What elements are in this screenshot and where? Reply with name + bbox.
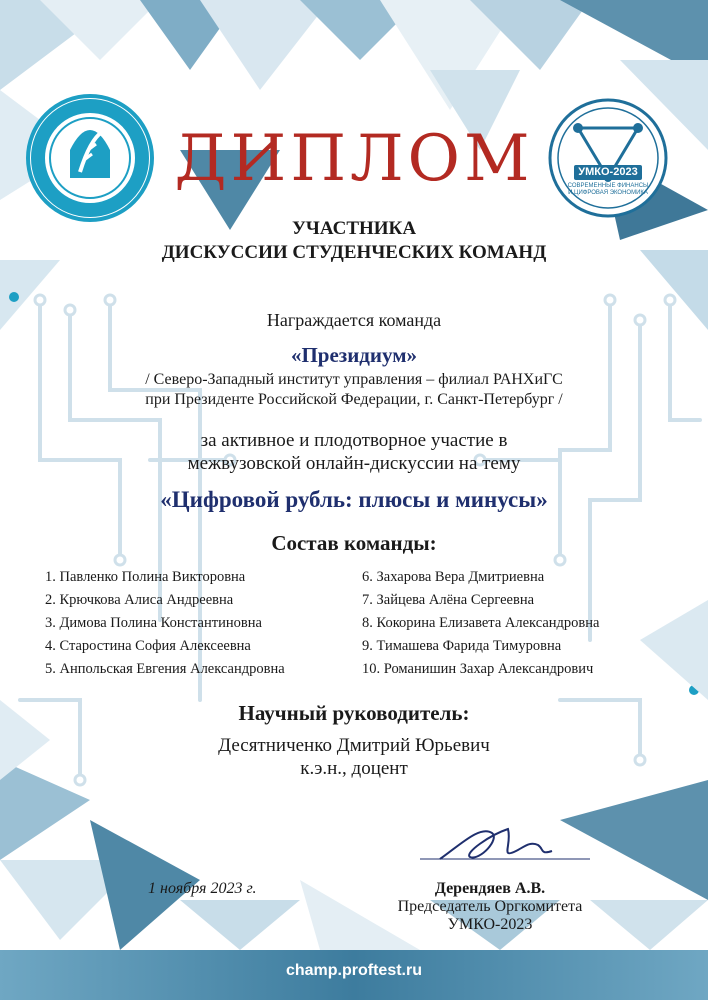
institution-line-2: при Президенте Российской Федерации, г. Санкт-Петербург / (145, 391, 563, 408)
reason-line-2: межвузовской онлайн-дискуссии на тему (187, 453, 521, 474)
institution-line-1: / Северо-Западный институт управления – филиал РАНХиГС (145, 371, 563, 388)
members-right-column (362, 566, 599, 681)
member-item: 9. Тимашева Фарида Тимуровна (362, 638, 562, 654)
reason-line-1: за активное и плодотворное участие в (200, 430, 508, 451)
umko-badge-text: УМКО-2023 (578, 166, 638, 178)
awarded-text: Награждается команда (266, 310, 442, 330)
advisor-title: к.э.н., доцент (300, 758, 408, 779)
signer-name: Дерендяев А.В. (434, 880, 546, 897)
team-name: «Президиум» (290, 343, 418, 367)
discussion-topic: «Цифровой рубль: плюсы и минусы» (160, 487, 548, 512)
umko-tagline-1: СОВРЕМЕННЫЕ ФИНАНСЫ (567, 183, 649, 189)
member-item: 7. Зайцева Алёна Сергеевна (362, 592, 535, 608)
team-header: Состав команды: (271, 531, 437, 555)
member-item: 4. Старостина София Алексеевна (45, 638, 251, 654)
issue-date: 1 ноября 2023 г. (148, 880, 257, 897)
member-item: 5. Анпольская Евгения Александровна (45, 661, 285, 677)
umko-tagline-2: И ЦИФРОВАЯ ЭКОНОМИКА (568, 190, 648, 196)
advisor-name: Десятниченко Дмитрий Юрьевич (218, 735, 490, 756)
footer-url[interactable]: champ.proftest.ru (285, 962, 422, 979)
member-item: 2. Крючкова Алиса Андреевна (45, 592, 234, 608)
members-left-column (45, 566, 285, 681)
subtitle-line-1: УЧАСТНИКА (291, 218, 417, 239)
diploma-title: ДИПЛОМ (174, 122, 534, 196)
advisor-header: Научный руководитель: (238, 701, 470, 725)
member-item: 3. Димова Полина Константиновна (45, 615, 262, 631)
signer-org: УМКО-2023 (447, 916, 533, 933)
signer-role: Председатель Оргкомитета (397, 898, 583, 915)
member-item: 8. Кокорина Елизавета Александровна (362, 615, 600, 631)
member-item: 6. Захарова Вера Дмитриевна (362, 569, 545, 585)
signature (420, 815, 600, 875)
member-item: 1. Павленко Полина Викторовна (45, 569, 246, 585)
subtitle-line-2: ДИСКУССИИ СТУДЕНЧЕСКИХ КОМАНД (161, 242, 547, 263)
member-item: 10. Романишин Захар Александрович (362, 661, 594, 677)
